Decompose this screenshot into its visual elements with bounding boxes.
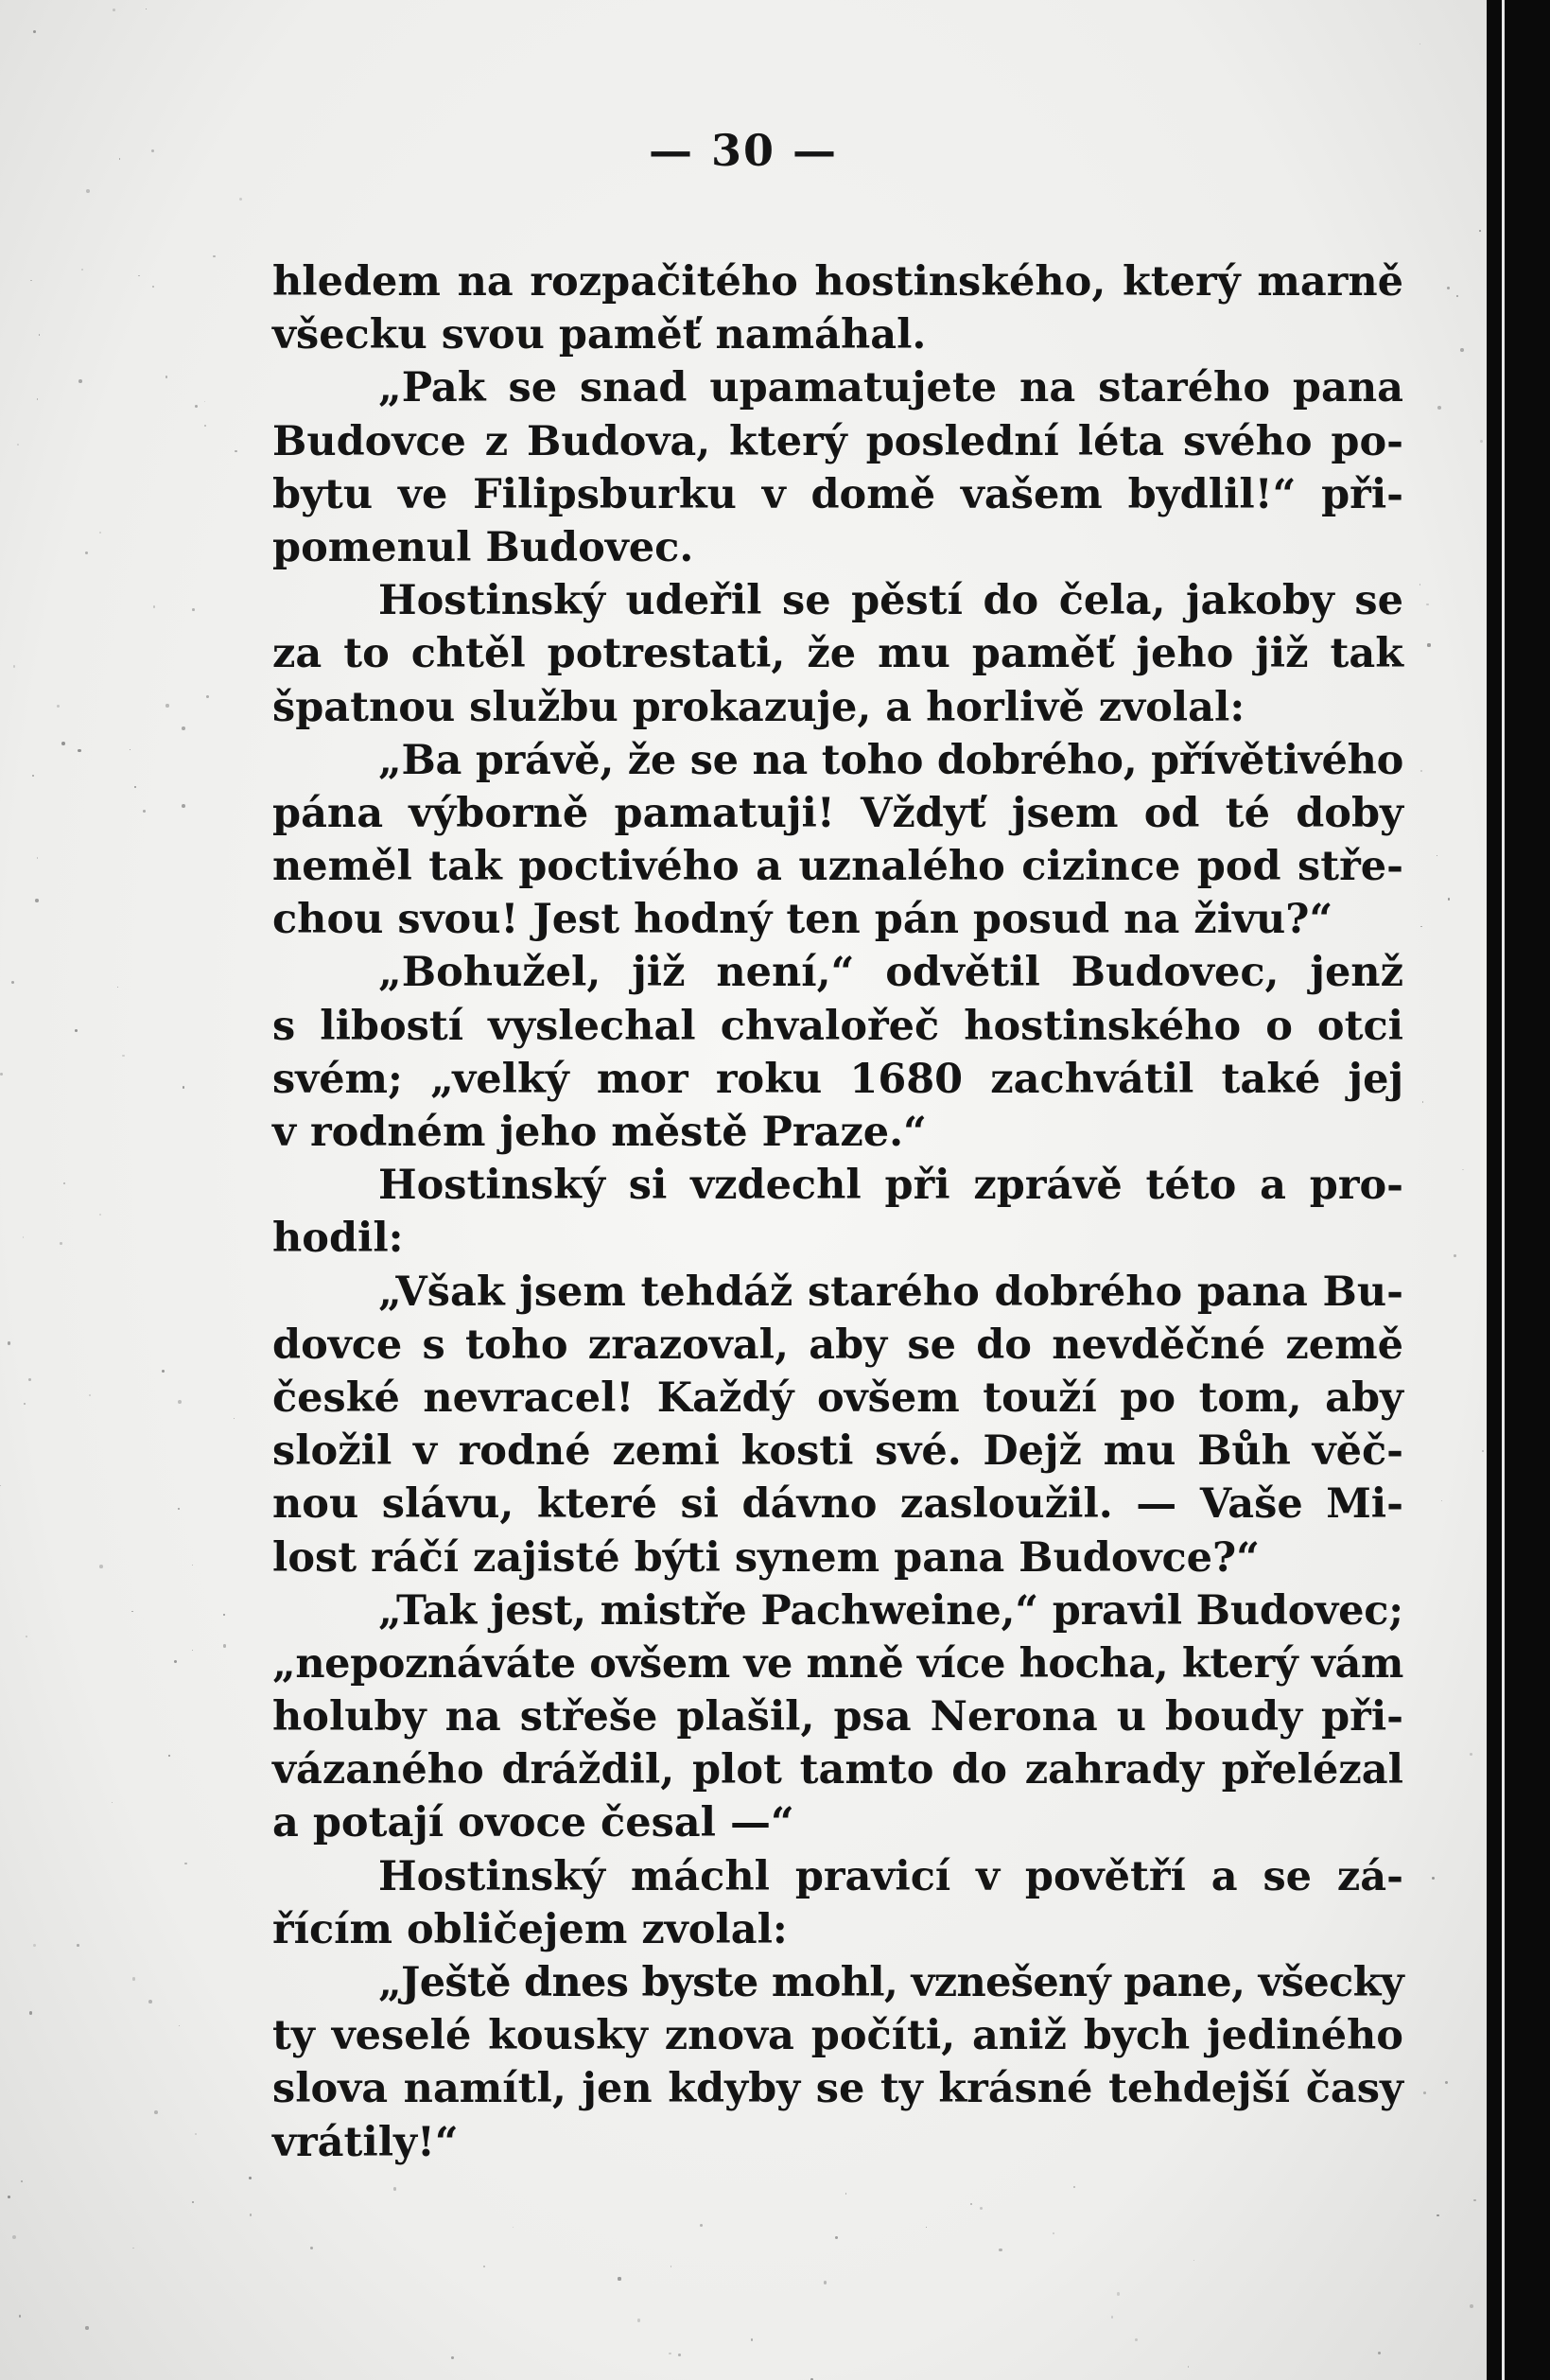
scan-speck bbox=[204, 401, 205, 402]
text-line: hodil: bbox=[272, 1215, 404, 1263]
scan-speck bbox=[451, 2356, 454, 2359]
scan-speck bbox=[213, 255, 215, 257]
scan-speck bbox=[138, 275, 140, 277]
scan-speck bbox=[8, 1341, 10, 1344]
scan-speck bbox=[192, 2201, 194, 2203]
text-line: Hostinský máchl pravicí v povětří a se zá- bbox=[378, 1852, 1403, 1900]
scan-speck bbox=[78, 379, 82, 383]
scan-speck bbox=[26, 1636, 27, 1637]
scan-speck bbox=[122, 1055, 125, 1058]
scan-speck bbox=[192, 608, 195, 611]
scan-speck bbox=[1473, 2199, 1475, 2201]
page-edge-line bbox=[1502, 0, 1505, 2380]
scan-speck bbox=[13, 665, 15, 667]
scan-speck bbox=[12, 2235, 16, 2239]
text-line: s libostí vyslechal chvalořeč hostinského o otci bbox=[272, 1002, 1403, 1050]
scan-speck bbox=[1419, 44, 1421, 45]
scan-speck bbox=[671, 2266, 672, 2267]
scan-speck bbox=[1454, 1254, 1456, 1257]
scan-speck bbox=[24, 1403, 26, 1405]
scan-speck bbox=[1117, 2292, 1121, 2296]
scan-speck bbox=[1111, 2316, 1114, 2319]
scan-speck bbox=[751, 2338, 753, 2340]
scan-speck bbox=[235, 450, 236, 452]
scan-speck bbox=[178, 1508, 180, 1510]
scan-speck bbox=[153, 605, 155, 607]
scan-speck bbox=[234, 1418, 235, 1419]
scan-speck bbox=[1423, 2091, 1426, 2094]
scan-speck bbox=[162, 1370, 165, 1373]
scan-speck bbox=[1437, 2214, 1439, 2217]
scan-speck bbox=[148, 2000, 152, 2004]
scan-speck bbox=[835, 2236, 838, 2239]
scan-speck bbox=[174, 1660, 177, 1663]
scan-speck bbox=[60, 1242, 62, 1245]
scan-speck bbox=[39, 334, 41, 336]
scan-speck bbox=[0, 1073, 3, 1076]
scan-speck bbox=[131, 1611, 132, 1612]
text-line: hledem na rozpačitého hostinského, který marně bbox=[272, 258, 1403, 306]
scan-speck bbox=[845, 2193, 846, 2194]
scan-speck bbox=[1135, 2338, 1138, 2341]
scan-speck bbox=[165, 376, 168, 378]
scan-speck bbox=[11, 981, 14, 984]
scan-speck bbox=[1441, 1500, 1442, 1501]
scan-speck bbox=[86, 189, 90, 193]
scan-speck bbox=[85, 2326, 88, 2329]
scan-speck bbox=[29, 2011, 32, 2014]
scan-speck bbox=[75, 1029, 78, 1032]
scan-speck bbox=[1419, 584, 1420, 585]
scan-speck bbox=[204, 425, 206, 427]
scan-speck bbox=[78, 749, 80, 752]
scan-speck bbox=[178, 1400, 182, 1404]
scan-speck bbox=[1480, 440, 1483, 443]
scan-speck bbox=[21, 2180, 23, 2182]
scan-speck bbox=[926, 2227, 928, 2229]
scan-speck bbox=[1427, 643, 1430, 646]
text-line: „nepoznáváte ovšem ve mně více hocha, který vám bbox=[272, 1639, 1403, 1688]
scan-speck bbox=[1193, 2260, 1194, 2261]
scan-speck bbox=[130, 749, 131, 750]
text-line: vrátily!“ bbox=[272, 2118, 459, 2166]
scan-speck bbox=[165, 704, 168, 707]
scan-speck bbox=[223, 1644, 227, 1648]
scan-speck bbox=[33, 30, 36, 33]
body-text bbox=[272, 255, 1403, 2169]
scan-speck bbox=[824, 2281, 827, 2284]
scan-speck bbox=[146, 9, 148, 10]
scan-speck bbox=[1479, 230, 1481, 232]
scan-speck bbox=[206, 695, 209, 698]
scan-speck bbox=[1447, 287, 1451, 290]
text-line: nou slávu, které si dávno zasloužil. — Vaše Mi- bbox=[272, 1480, 1403, 1529]
scan-speck bbox=[192, 1650, 194, 1652]
scan-speck bbox=[113, 9, 115, 11]
scan-speck bbox=[0, 1485, 1, 1486]
text-line: „Ba právě, že se na toho dobrého, přívětivého bbox=[378, 736, 1403, 784]
scan-speck bbox=[1462, 1169, 1463, 1170]
scan-speck bbox=[970, 2203, 972, 2205]
scan-speck bbox=[112, 1802, 113, 1803]
scan-speck bbox=[1482, 1450, 1484, 1452]
scan-speck bbox=[35, 899, 39, 902]
scan-speck bbox=[1456, 295, 1458, 297]
text-line: slova namítl, jen kdyby se ty krásné tehdejší časy bbox=[272, 2065, 1403, 2113]
text-line: svém; „velký mor roku 1680 zachvátil také jej bbox=[272, 1055, 1403, 1103]
scan-speck bbox=[1437, 406, 1441, 410]
text-line: neměl tak poctivého a uznalého cizince pod stře- bbox=[272, 843, 1403, 891]
scan-speck bbox=[134, 786, 135, 787]
text-line: chou svou! Jest hodný ten pán posud na živu?“ bbox=[272, 896, 1333, 944]
scan-speck bbox=[30, 280, 32, 282]
text-line: „Bohužel, již není,“ odvětil Budovec, jenž bbox=[378, 949, 1403, 997]
text-line: špatnou službu prokazuje, a horlivě zvolal: bbox=[272, 683, 1245, 731]
text-line: ty veselé kousky znova počíti, aniž bych jediného bbox=[272, 2012, 1403, 2060]
scan-speck bbox=[81, 269, 83, 271]
scan-speck bbox=[1378, 2352, 1381, 2354]
scan-speck bbox=[980, 2207, 983, 2210]
text-line: české nevracel! Každý ovšem touží po tom, aby bbox=[272, 1374, 1403, 1422]
text-line: Hostinský udeřil se pěstí do čela, jakoby se bbox=[378, 577, 1403, 625]
scan-speck bbox=[1445, 2081, 1448, 2084]
scan-speck bbox=[89, 1394, 91, 1396]
scan-speck bbox=[77, 1944, 78, 1946]
scan-speck bbox=[1432, 1877, 1435, 1880]
text-line: v rodném jeho městě Praze.“ bbox=[272, 1109, 927, 1156]
scan-speck bbox=[152, 286, 154, 288]
scan-speck bbox=[1188, 2366, 1190, 2368]
scan-speck bbox=[28, 1378, 31, 1381]
scan-speck bbox=[99, 1565, 103, 1568]
scan-speck bbox=[183, 1086, 185, 1089]
scan-speck bbox=[1073, 2186, 1075, 2188]
scan-speck bbox=[192, 1565, 193, 1566]
page-number: — 30 — bbox=[648, 125, 839, 176]
scan-speck bbox=[1448, 898, 1451, 901]
text-line: za to chtěl potrestati, že mu paměť jeho již tak bbox=[272, 630, 1403, 678]
scan-speck bbox=[168, 1755, 170, 1757]
text-line: Budovce z Budova, který poslední léta svého po- bbox=[272, 417, 1403, 465]
text-line: složil v rodné zemi kosti své. Dejž mu Bůh věč- bbox=[272, 1427, 1403, 1476]
scan-speck bbox=[85, 551, 88, 554]
scan-speck bbox=[1420, 770, 1422, 772]
scan-speck bbox=[99, 1214, 101, 1216]
scan-speck bbox=[1470, 2304, 1473, 2308]
scan-speck bbox=[513, 2227, 514, 2229]
scan-speck bbox=[637, 2319, 640, 2321]
scan-speck bbox=[223, 1614, 225, 1616]
scan-speck bbox=[195, 2133, 197, 2135]
scan-speck bbox=[182, 726, 185, 730]
scan-speck bbox=[57, 705, 60, 708]
text-line: dovce s toho zrazoval, aby se do nevděčné země bbox=[272, 1321, 1403, 1369]
text-line: bytu ve Filipsburku v domě vašem bydlil!“ při- bbox=[272, 470, 1403, 518]
scan-speck bbox=[132, 2248, 133, 2249]
scan-speck bbox=[19, 2315, 22, 2318]
text-line: všecku svou paměť namáhal. bbox=[272, 311, 927, 359]
text-line: pána výborně pamatuji! Vždyť jsem od té doby bbox=[272, 789, 1403, 837]
scan-speck bbox=[37, 398, 39, 400]
page-binding-edge bbox=[1487, 0, 1550, 2380]
scan-speck bbox=[483, 2266, 485, 2267]
text-line: lost ráčí zajisté býti synem pana Budovce?“ bbox=[272, 1533, 1260, 1582]
scan-speck bbox=[154, 2110, 158, 2114]
scan-speck bbox=[17, 444, 19, 446]
scan-speck bbox=[143, 810, 147, 814]
scan-speck bbox=[37, 857, 39, 859]
scan-speck bbox=[1420, 926, 1422, 928]
text-line: „Pak se snad upamatujete na starého pana bbox=[378, 364, 1403, 412]
scan-speck bbox=[239, 198, 242, 201]
text-line: „Tak jest, mistře Pachweine,“ pravil Budovec; bbox=[378, 1586, 1403, 1635]
text-line: a potají ovoce česal —“ bbox=[272, 1799, 794, 1847]
scan-speck bbox=[678, 2354, 681, 2356]
scan-speck bbox=[1460, 348, 1464, 352]
scan-speck bbox=[61, 742, 65, 745]
scan-speck bbox=[132, 1977, 136, 1981]
text-line: „Však jsem tehdáž starého dobrého pana Bu- bbox=[378, 1268, 1403, 1316]
scan-speck bbox=[1422, 1101, 1423, 1102]
scan-speck bbox=[195, 405, 198, 408]
scan-speck bbox=[99, 532, 101, 534]
scan-speck bbox=[117, 987, 118, 988]
scan-speck bbox=[700, 2224, 703, 2227]
scan-speck bbox=[63, 1182, 66, 1185]
scan-speck bbox=[184, 1863, 187, 1865]
scan-speck bbox=[249, 2177, 253, 2180]
scan-speck bbox=[182, 804, 185, 808]
text-line: Hostinský si vzdechl při zprávě této a pro- bbox=[378, 1162, 1403, 1210]
scan-speck bbox=[999, 2249, 1001, 2251]
text-line: řícím obličejem zvolal: bbox=[272, 1905, 788, 1953]
text-line: pomenul Budovec. bbox=[272, 523, 694, 571]
scan-speck bbox=[179, 2025, 180, 2026]
scan-speck bbox=[33, 1944, 36, 1947]
scan-speck bbox=[250, 2214, 253, 2216]
scan-speck bbox=[310, 2247, 313, 2249]
scan-speck bbox=[1426, 604, 1428, 605]
text-line: „Ještě dnes byste mohl, vznešený pane, všecky bbox=[378, 1959, 1403, 2006]
text-line: holuby na střeše plašil, psa Nerona u boudy při- bbox=[272, 1693, 1403, 1741]
scan-speck bbox=[393, 2187, 396, 2190]
scan-speck bbox=[32, 775, 35, 778]
scan-speck bbox=[8, 2196, 10, 2198]
scan-speck bbox=[23, 1236, 25, 1238]
scan-speck bbox=[1053, 2232, 1055, 2235]
scan-speck bbox=[1470, 1753, 1472, 1756]
scan-speck bbox=[669, 2353, 671, 2354]
text-line: vázaného dráždil, plot tamto do zahrady přelézal bbox=[272, 1746, 1403, 1794]
scan-speck bbox=[618, 2277, 620, 2280]
scan-speck bbox=[119, 158, 120, 159]
